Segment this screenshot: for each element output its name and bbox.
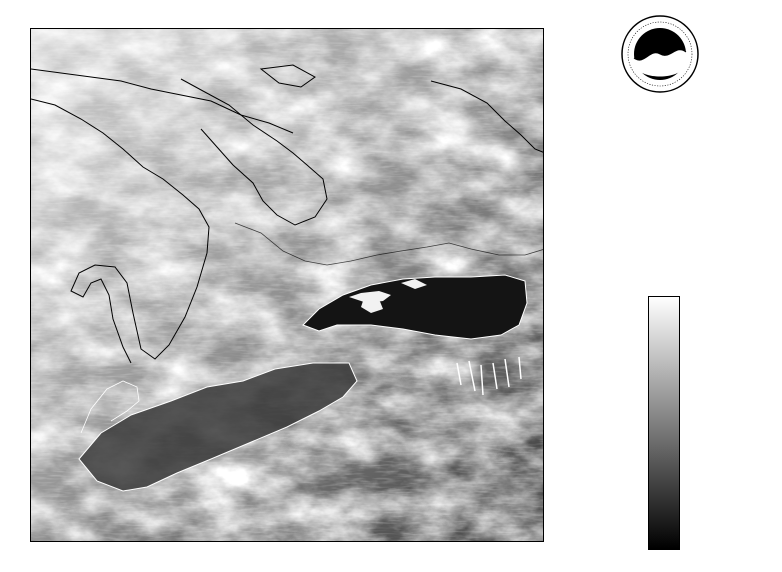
satellite-map-svg	[31, 29, 544, 542]
reflectance-colorbar	[648, 296, 680, 550]
noaa-logo	[620, 14, 700, 94]
noaa-logo-svg	[620, 14, 700, 94]
satellite-image	[30, 28, 544, 542]
